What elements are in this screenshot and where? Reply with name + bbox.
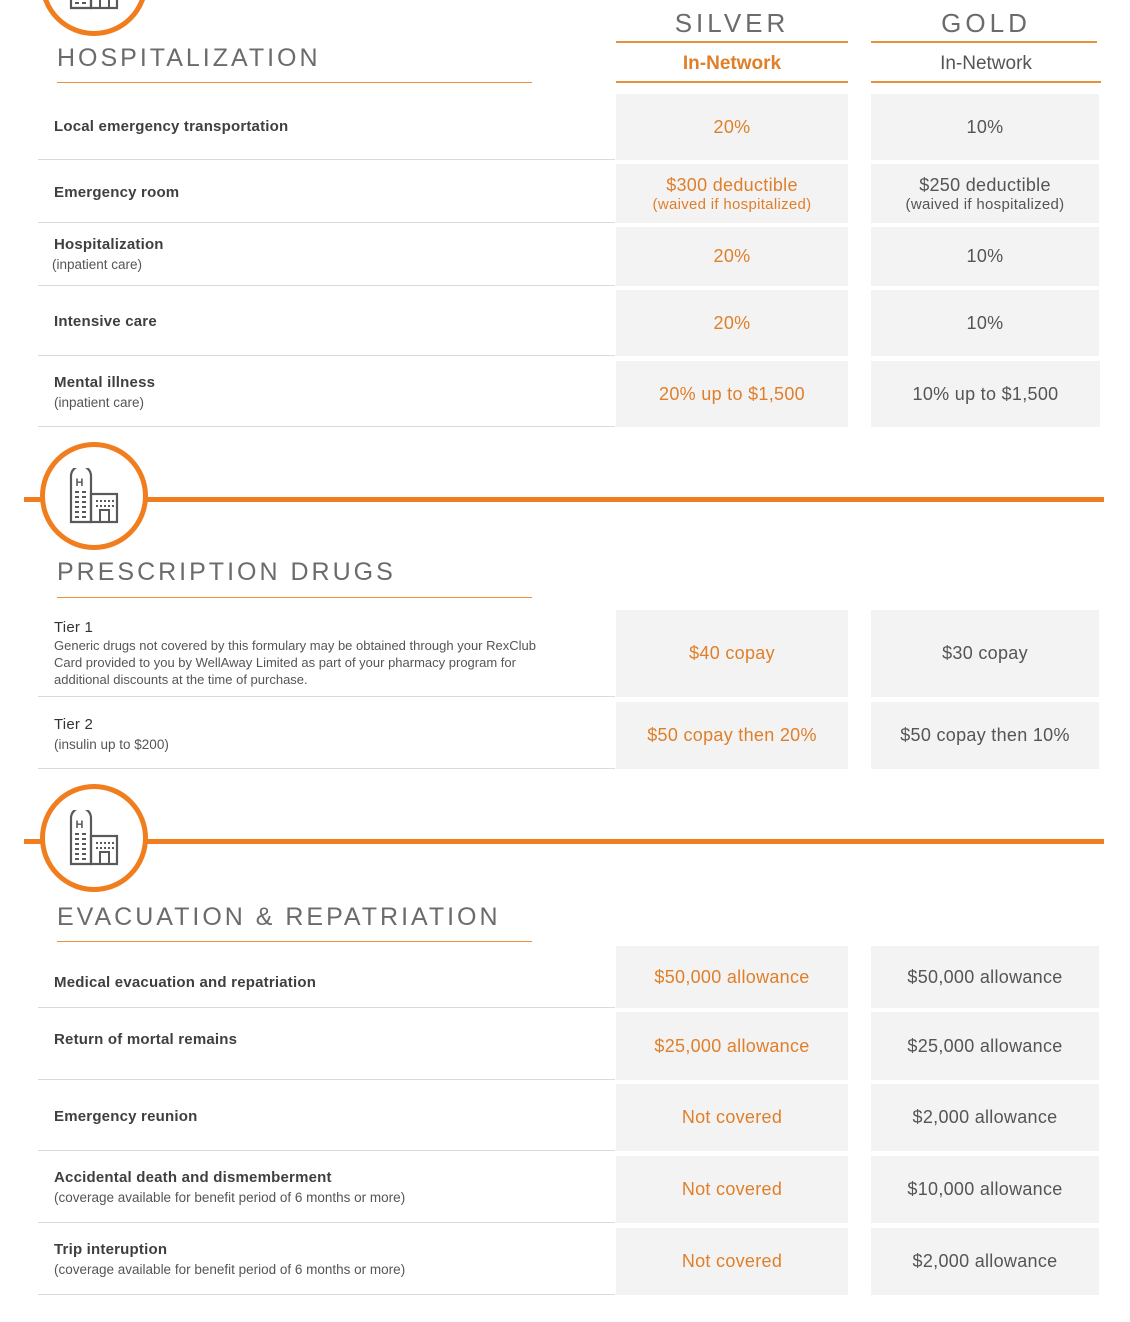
gold-cell [871, 227, 1099, 286]
silver-cell [616, 1228, 848, 1295]
row-label: Hospitalization [54, 236, 164, 253]
gold-value: 10% [966, 246, 1004, 266]
gold-cell [871, 290, 1099, 356]
section-title-rule [57, 597, 532, 598]
silver-plan-title: SILVER [674, 8, 790, 38]
silver-network-rule [616, 81, 848, 83]
silver-value: $50,000 allowance [654, 966, 810, 987]
gold-network-label: In-Network [940, 53, 1032, 74]
gold-cell [871, 1012, 1099, 1080]
gold-value: $250 deductible [919, 174, 1051, 195]
silver-value: $25,000 allowance [654, 1035, 810, 1056]
section-title-rule [57, 941, 532, 942]
table-row [38, 358, 615, 427]
gold-cell [871, 946, 1099, 1008]
silver-value: Not covered [681, 1251, 783, 1271]
silver-cell [616, 946, 848, 1008]
section-icon-circle [40, 442, 148, 550]
gold-cell [871, 361, 1100, 427]
gold-value: $2,000 allowance [912, 1251, 1058, 1271]
gold-value: $30 copay [942, 643, 1028, 663]
silver-value: 20% [713, 312, 751, 333]
gold-value: 10% up to $1,500 [912, 383, 1059, 404]
table-row [38, 1010, 615, 1080]
gold-value: $50,000 allowance [907, 966, 1063, 987]
row-sublabel: Generic drugs not covered by this formulary may be obtained through your RexClub Card provided to you by WellAway Limited as part of your pharmacy program for additional discounts at the time of purchase. [54, 638, 536, 687]
table-row [38, 1153, 615, 1223]
row-sublabel: (coverage available for benefit period of 6 months or more) [54, 1190, 406, 1205]
silver-value: $50 copay then 20% [647, 725, 817, 745]
table-row [38, 224, 615, 286]
gold-cell [871, 164, 1099, 223]
gold-cell [871, 702, 1099, 769]
silver-cell [616, 164, 848, 223]
gold-value-note: (waived if hospitalized) [905, 195, 1065, 213]
silver-value: Not covered [681, 1107, 783, 1127]
silver-cell [616, 1084, 848, 1151]
gold-title-rule [871, 41, 1097, 43]
section-icon-circle [40, 784, 148, 892]
row-label: Intensive care [54, 313, 157, 330]
gold-cell [871, 610, 1099, 697]
silver-cell [616, 610, 848, 697]
section-icon-circle [40, 0, 148, 36]
silver-value: 20% [713, 246, 751, 266]
section-title-prescription-drugs: PRESCRIPTION DRUGS [57, 558, 396, 586]
row-sublabel: (inpatient care) [54, 394, 145, 410]
gold-cell [871, 1156, 1099, 1223]
silver-value: 20% [713, 116, 751, 137]
table-row [38, 1225, 615, 1295]
table-row [38, 288, 615, 356]
silver-cell [616, 1012, 848, 1080]
gold-plan-title: GOLD [941, 8, 1031, 38]
row-label: Emergency reunion [54, 1107, 198, 1125]
section-title-evacuation-repatriation: EVACUATION & REPATRIATION [57, 903, 501, 931]
table-row [38, 162, 615, 223]
silver-cell [616, 702, 848, 769]
row-sublabel: (coverage available for benefit period of 6 months or more) [54, 1262, 406, 1277]
gold-value: 10% [966, 116, 1004, 137]
row-label: Trip interuption [54, 1241, 168, 1258]
gold-cell [871, 94, 1099, 160]
row-label: Mental illness [54, 373, 156, 391]
table-row [38, 94, 615, 160]
hospital-building-icon [67, 0, 121, 10]
silver-cell [616, 1156, 848, 1223]
hospital-building-icon [67, 468, 121, 524]
silver-network-label: In-Network [682, 53, 782, 74]
table-row [38, 946, 615, 1008]
row-label: Accidental death and dismemberment [54, 1169, 332, 1186]
silver-cell [616, 290, 848, 356]
silver-value-note: (waived if hospitalized) [652, 195, 812, 213]
row-label: Tier 2 [54, 715, 93, 733]
silver-title-rule [616, 41, 848, 43]
section-divider [24, 497, 1104, 502]
row-label: Return of mortal remains [54, 1031, 238, 1048]
gold-value: $25,000 allowance [907, 1035, 1063, 1056]
silver-value: Not covered [681, 1179, 783, 1199]
silver-value: 20% up to $1,500 [659, 383, 805, 404]
row-sublabel: (inpatient care) [52, 257, 143, 272]
row-label: Tier 1 [54, 619, 93, 636]
row-label: Emergency room [54, 183, 180, 201]
section-divider [24, 839, 1104, 844]
row-label: Local emergency transportation [54, 118, 289, 135]
silver-cell [616, 227, 848, 286]
hospital-building-icon [67, 810, 121, 866]
row-sublabel: (insulin up to $200) [54, 736, 169, 752]
silver-cell [616, 94, 848, 160]
row-label: Medical evacuation and repatriation [54, 974, 317, 991]
section-title-rule [57, 82, 532, 83]
silver-value: $40 copay [689, 643, 775, 663]
table-row [38, 1082, 615, 1151]
silver-cell [616, 361, 848, 427]
section-title-hospitalization: HOSPITALIZATION [57, 44, 321, 72]
table-row [38, 609, 615, 697]
gold-value: $10,000 allowance [907, 1179, 1063, 1199]
gold-network-rule [871, 81, 1101, 83]
silver-value: $300 deductible [666, 174, 798, 195]
gold-value: 10% [966, 312, 1004, 333]
gold-cell [871, 1084, 1099, 1151]
table-row [38, 700, 615, 769]
gold-value: $50 copay then 10% [900, 725, 1070, 745]
gold-cell [871, 1228, 1099, 1295]
gold-value: $2,000 allowance [912, 1107, 1058, 1127]
